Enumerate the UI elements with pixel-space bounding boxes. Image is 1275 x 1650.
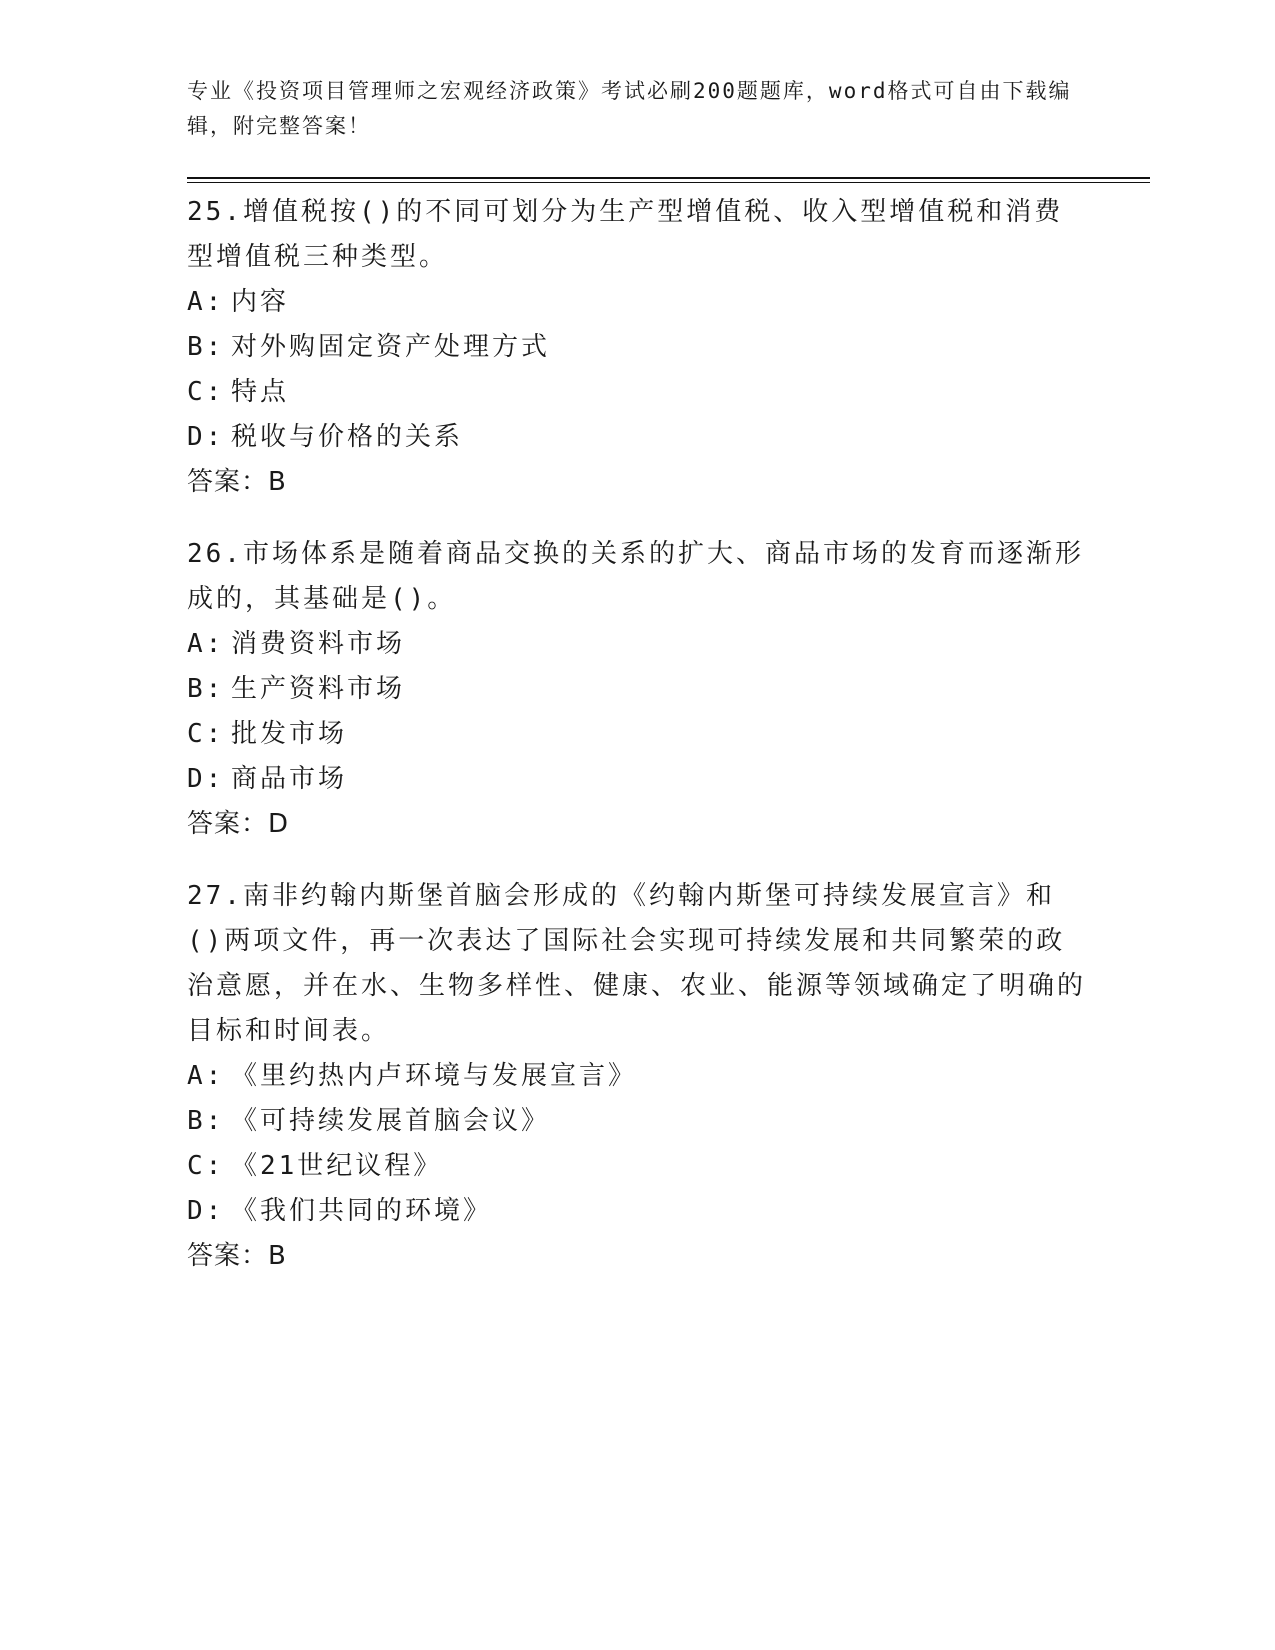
option-key: D: <box>187 1196 225 1226</box>
option-key: A: <box>187 287 225 317</box>
option-text: 《可持续发展首脑会议》 <box>231 1106 551 1136</box>
option-text: 《里约热内卢环境与发展宣言》 <box>231 1061 638 1091</box>
option-c <box>187 370 1087 415</box>
question-25 <box>187 190 1087 505</box>
option-c <box>187 712 1087 757</box>
question-stem: 27.南非约翰内斯堡首脑会形成的《约翰内斯堡可持续发展宣言》和()两项文件，再一次表达了国际社会实现可持续发展和共同繁荣的政治意愿，并在水、生物多样性、健康、农业、能源等领域确定了明确的目标和时间表。 <box>187 881 1087 1046</box>
option-text: 生产资料市场 <box>231 674 406 704</box>
option-key: C: <box>187 1151 225 1181</box>
option-text: 商品市场 <box>231 764 348 794</box>
option-key: C: <box>187 719 225 749</box>
option-b <box>187 325 1087 370</box>
option-b <box>187 1099 1087 1144</box>
answer-line: 答案：D <box>187 809 290 839</box>
option-key: D: <box>187 764 225 794</box>
option-text: 税收与价格的关系 <box>231 422 464 452</box>
option-text: 批发市场 <box>231 719 348 749</box>
option-a <box>187 622 1087 667</box>
option-text: 内容 <box>231 287 290 317</box>
option-a <box>187 1054 1087 1099</box>
option-d <box>187 757 1087 802</box>
option-a <box>187 280 1087 325</box>
header-text: 专业《投资项目管理师之宏观经济政策》考试必刷200题题库，word格式可自由下载编辑，附完整答案！ <box>187 79 1072 138</box>
option-b <box>187 667 1087 712</box>
question-27 <box>187 874 1087 1279</box>
question-26 <box>187 532 1087 847</box>
option-d <box>187 415 1087 460</box>
option-text: 对外购固定资产处理方式 <box>231 332 551 362</box>
option-key: B: <box>187 674 225 704</box>
header-divider-thick <box>187 177 1150 179</box>
option-key: A: <box>187 629 225 659</box>
option-c <box>187 1144 1087 1189</box>
question-list <box>187 190 1087 1306</box>
header-divider-thin <box>187 182 1150 183</box>
option-key: C: <box>187 377 225 407</box>
answer-line: 答案：B <box>187 467 287 497</box>
option-text: 《我们共同的环境》 <box>231 1196 493 1226</box>
option-text: 《21世纪议程》 <box>231 1151 443 1181</box>
option-key: B: <box>187 1106 225 1136</box>
document-header <box>187 74 1077 144</box>
answer-line: 答案：B <box>187 1241 287 1271</box>
option-key: B: <box>187 332 225 362</box>
option-d <box>187 1189 1087 1234</box>
question-stem: 26.市场体系是随着商品交换的关系的扩大、商品市场的发育而逐渐形成的，其基础是()。 <box>187 539 1084 614</box>
option-text: 特点 <box>231 377 290 407</box>
question-stem: 25.增值税按()的不同可划分为生产型增值税、收入型增值税和消费型增值税三种类型。 <box>187 197 1064 272</box>
option-key: A: <box>187 1061 225 1091</box>
option-text: 消费资料市场 <box>231 629 406 659</box>
option-key: D: <box>187 422 225 452</box>
